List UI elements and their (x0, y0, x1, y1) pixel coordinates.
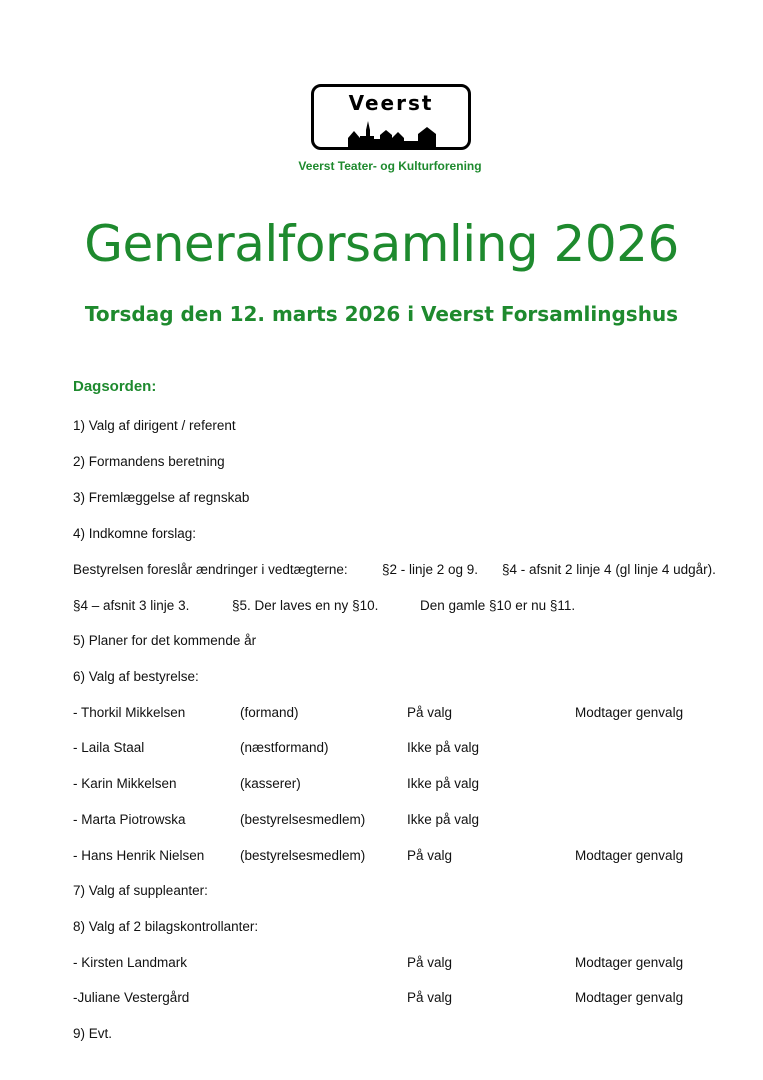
board-member-role: (næstformand) (240, 740, 329, 755)
agenda-item-8: 8) Valg af 2 bilagskontrollanter: (73, 919, 259, 934)
board-member-name: - Laila Staal (73, 740, 145, 755)
proposal-intro: Bestyrelsen foreslår ændringer i vedtægterne: (73, 562, 348, 577)
board-member-name: - Marta Piotrowska (73, 812, 186, 827)
board-member-note: Modtager genvalg (575, 848, 684, 863)
board-member-note: Modtager genvalg (575, 705, 684, 720)
agenda-item-2: 2) Formandens beretning (73, 454, 225, 469)
board-member-name: - Hans Henrik Nielsen (73, 848, 205, 863)
auditor-note: Modtager genvalg (575, 990, 684, 1005)
proposal-change: §5. Der laves en ny §10. (232, 598, 379, 613)
auditor-name: -Juliane Vestergård (73, 990, 190, 1005)
auditor-status: På valg (407, 990, 453, 1005)
board-member-status: På valg (407, 705, 453, 720)
auditor-name: - Kirsten Landmark (73, 955, 188, 970)
proposal-change: §4 - afsnit 2 linje 4 (gl linje 4 udgår). (502, 562, 716, 577)
board-member-status: Ikke på valg (407, 740, 480, 755)
agenda-item-7: 7) Valg af suppleanter: (73, 883, 208, 898)
board-member-role: (kasserer) (240, 776, 301, 791)
agenda-item-1: 1) Valg af dirigent / referent (73, 418, 236, 433)
board-member-role: (bestyrelsesmedlem) (240, 812, 366, 827)
agenda-item-3: 3) Fremlæggelse af regnskab (73, 490, 250, 505)
proposal-change: §4 – afsnit 3 linje 3. (73, 598, 190, 613)
board-member-status: På valg (407, 848, 453, 863)
page-title: Generalforsamling 2026 (84, 215, 679, 273)
auditor-note: Modtager genvalg (575, 955, 684, 970)
page-subtitle: Torsdag den 12. marts 2026 i Veerst Forsamlingshus (84, 302, 679, 326)
board-member-status: Ikke på valg (407, 776, 480, 791)
logo-tagline: Veerst Teater- og Kulturforening (298, 159, 482, 173)
board-member-name: - Thorkil Mikkelsen (73, 705, 186, 720)
auditor-status: På valg (407, 955, 453, 970)
board-member-status: Ikke på valg (407, 812, 480, 827)
board-member-name: - Karin Mikkelsen (73, 776, 177, 791)
board-member-role: (formand) (240, 705, 299, 720)
agenda-heading: Dagsorden: (73, 378, 157, 395)
board-member-role: (bestyrelsesmedlem) (240, 848, 366, 863)
agenda-item-9: 9) Evt. (73, 1026, 113, 1041)
village-skyline-icon (348, 118, 440, 148)
agenda-item-5: 5) Planer for det kommende år (73, 633, 257, 648)
proposal-change: §2 - linje 2 og 9. (382, 562, 479, 577)
agenda-item-6: 6) Valg af bestyrelse: (73, 669, 199, 684)
proposal-change: Den gamle §10 er nu §11. (420, 598, 576, 613)
logo-word: Veerst (348, 91, 434, 115)
logo (311, 84, 471, 150)
agenda-item-4: 4) Indkomne forslag: (73, 526, 197, 541)
